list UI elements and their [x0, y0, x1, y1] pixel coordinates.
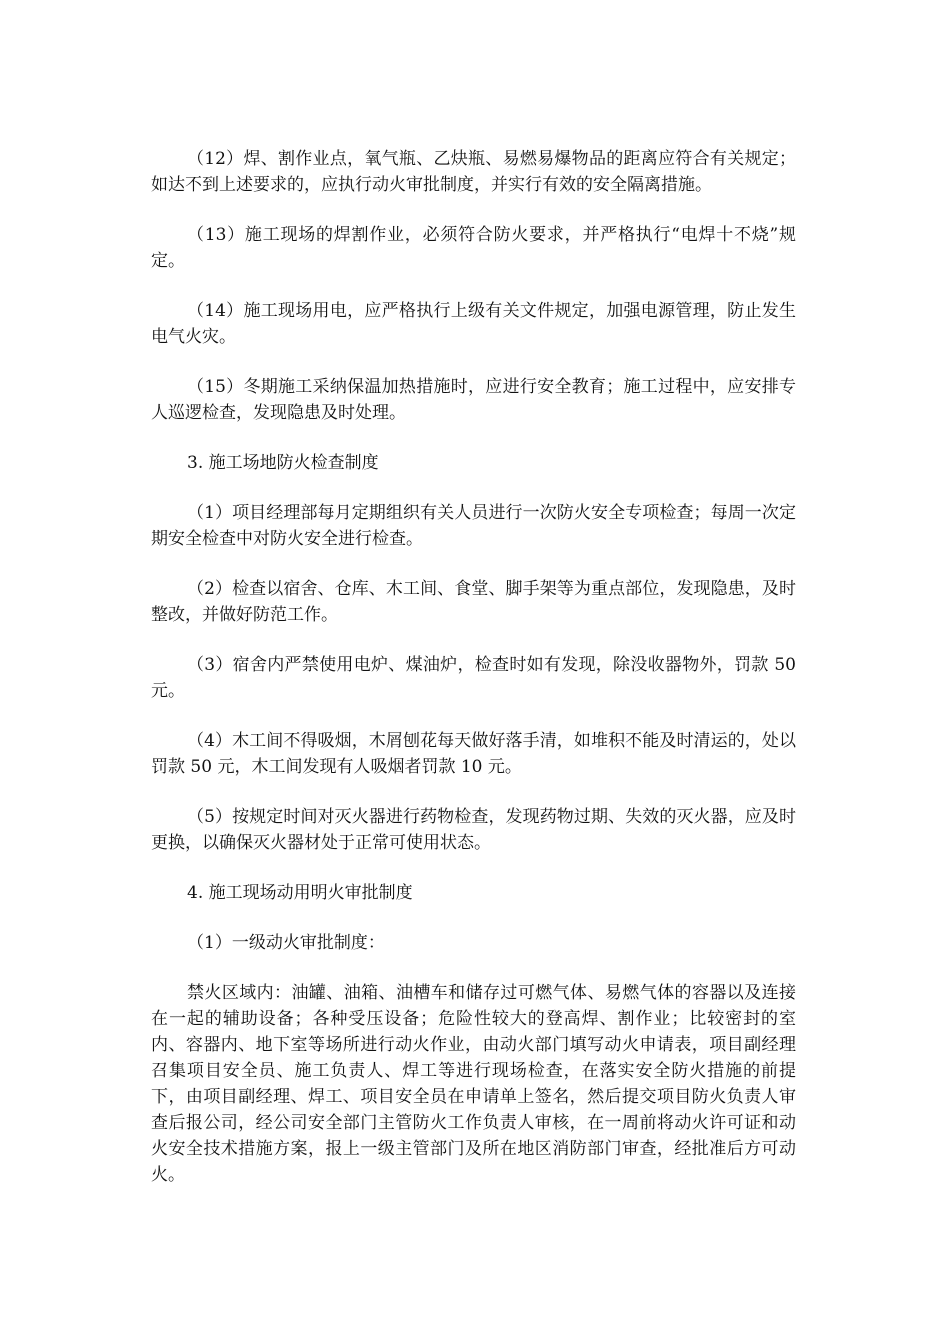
section-heading-4: 4. 施工现场动用明火审批制度	[187, 883, 413, 903]
paragraph-1-monthly-inspection: （1）项目经理部每月定期组织有关人员进行一次防火安全专项检查；每周一次定期安全检查中对防火安全进行检查。	[151, 503, 796, 549]
paragraph-13-welding-fire-rules: （13）施工现场的焊割作业，必须符合防火要求，并严格执行“电焊十不烧”规定。	[151, 225, 796, 271]
paragraph-3-dormitory-rules: （3）宿舍内严禁使用电炉、煤油炉，检查时如有发现，除没收器物外，罚款 50 元。	[151, 655, 796, 701]
paragraph-15-winter-construction: （15）冬期施工采纳保温加热措施时，应进行安全教育；施工过程中，应安排专人巡逻检查，发现隐患及时处理。	[151, 377, 796, 423]
paragraph-12-welding-distance: （12）焊、割作业点，氧气瓶、乙炔瓶、易燃易爆物品的距离应符合有关规定；如达不到上述要求的，应执行动火审批制度，并实行有效的安全隔离措施。	[151, 149, 796, 195]
paragraph-4-carpentry-rules: （4）木工间不得吸烟，木屑刨花每天做好落手清，如堆积不能及时清运的，处以罚款 50 元，木工间发现有人吸烟者罚款 10 元。	[151, 731, 796, 777]
subsection-heading-1: （1）一级动火审批制度：	[187, 933, 385, 953]
paragraph-no-fire-zone: 禁火区域内：油罐、油箱、油槽车和储存过可燃气体、易燃气体的容器以及连接在一起的辅助设备；各种受压设备；危险性较大的登高焊、割作业；比较密封的室内、容器内、地下室等场所进行动火作业，由动火部门填写动火申请表，项目副经理召集项目安全员、施工负责人、焊工等进行现场检查，在落实安全防火措施的前提下，由项目副经理、焊工、项目安全员在申请单上签名，然后提交项目防火负责人审查后报公司，经公司安全部门主管防火工作负责人审核，在一周前将动火许可证和动火安全技术措施方案，报上一级主管部门及所在地区消防部门审查，经批准后方可动火。	[151, 983, 796, 1185]
section-heading-3: 3. 施工场地防火检查制度	[187, 453, 379, 473]
paragraph-2-key-areas: （2）检查以宿舍、仓库、木工间、食堂、脚手架等为重点部位，发现隐患，及时整改，并做好防范工作。	[151, 579, 796, 625]
paragraph-5-extinguisher-check: （5）按规定时间对灭火器进行药物检查，发现药物过期、失效的灭火器，应及时更换，以确保灭火器材处于正常可使用状态。	[151, 807, 796, 853]
document-body	[151, 146, 796, 1212]
paragraph-14-electricity-use: （14）施工现场用电，应严格执行上级有关文件规定，加强电源管理，防止发生电气火灾。	[151, 301, 796, 347]
